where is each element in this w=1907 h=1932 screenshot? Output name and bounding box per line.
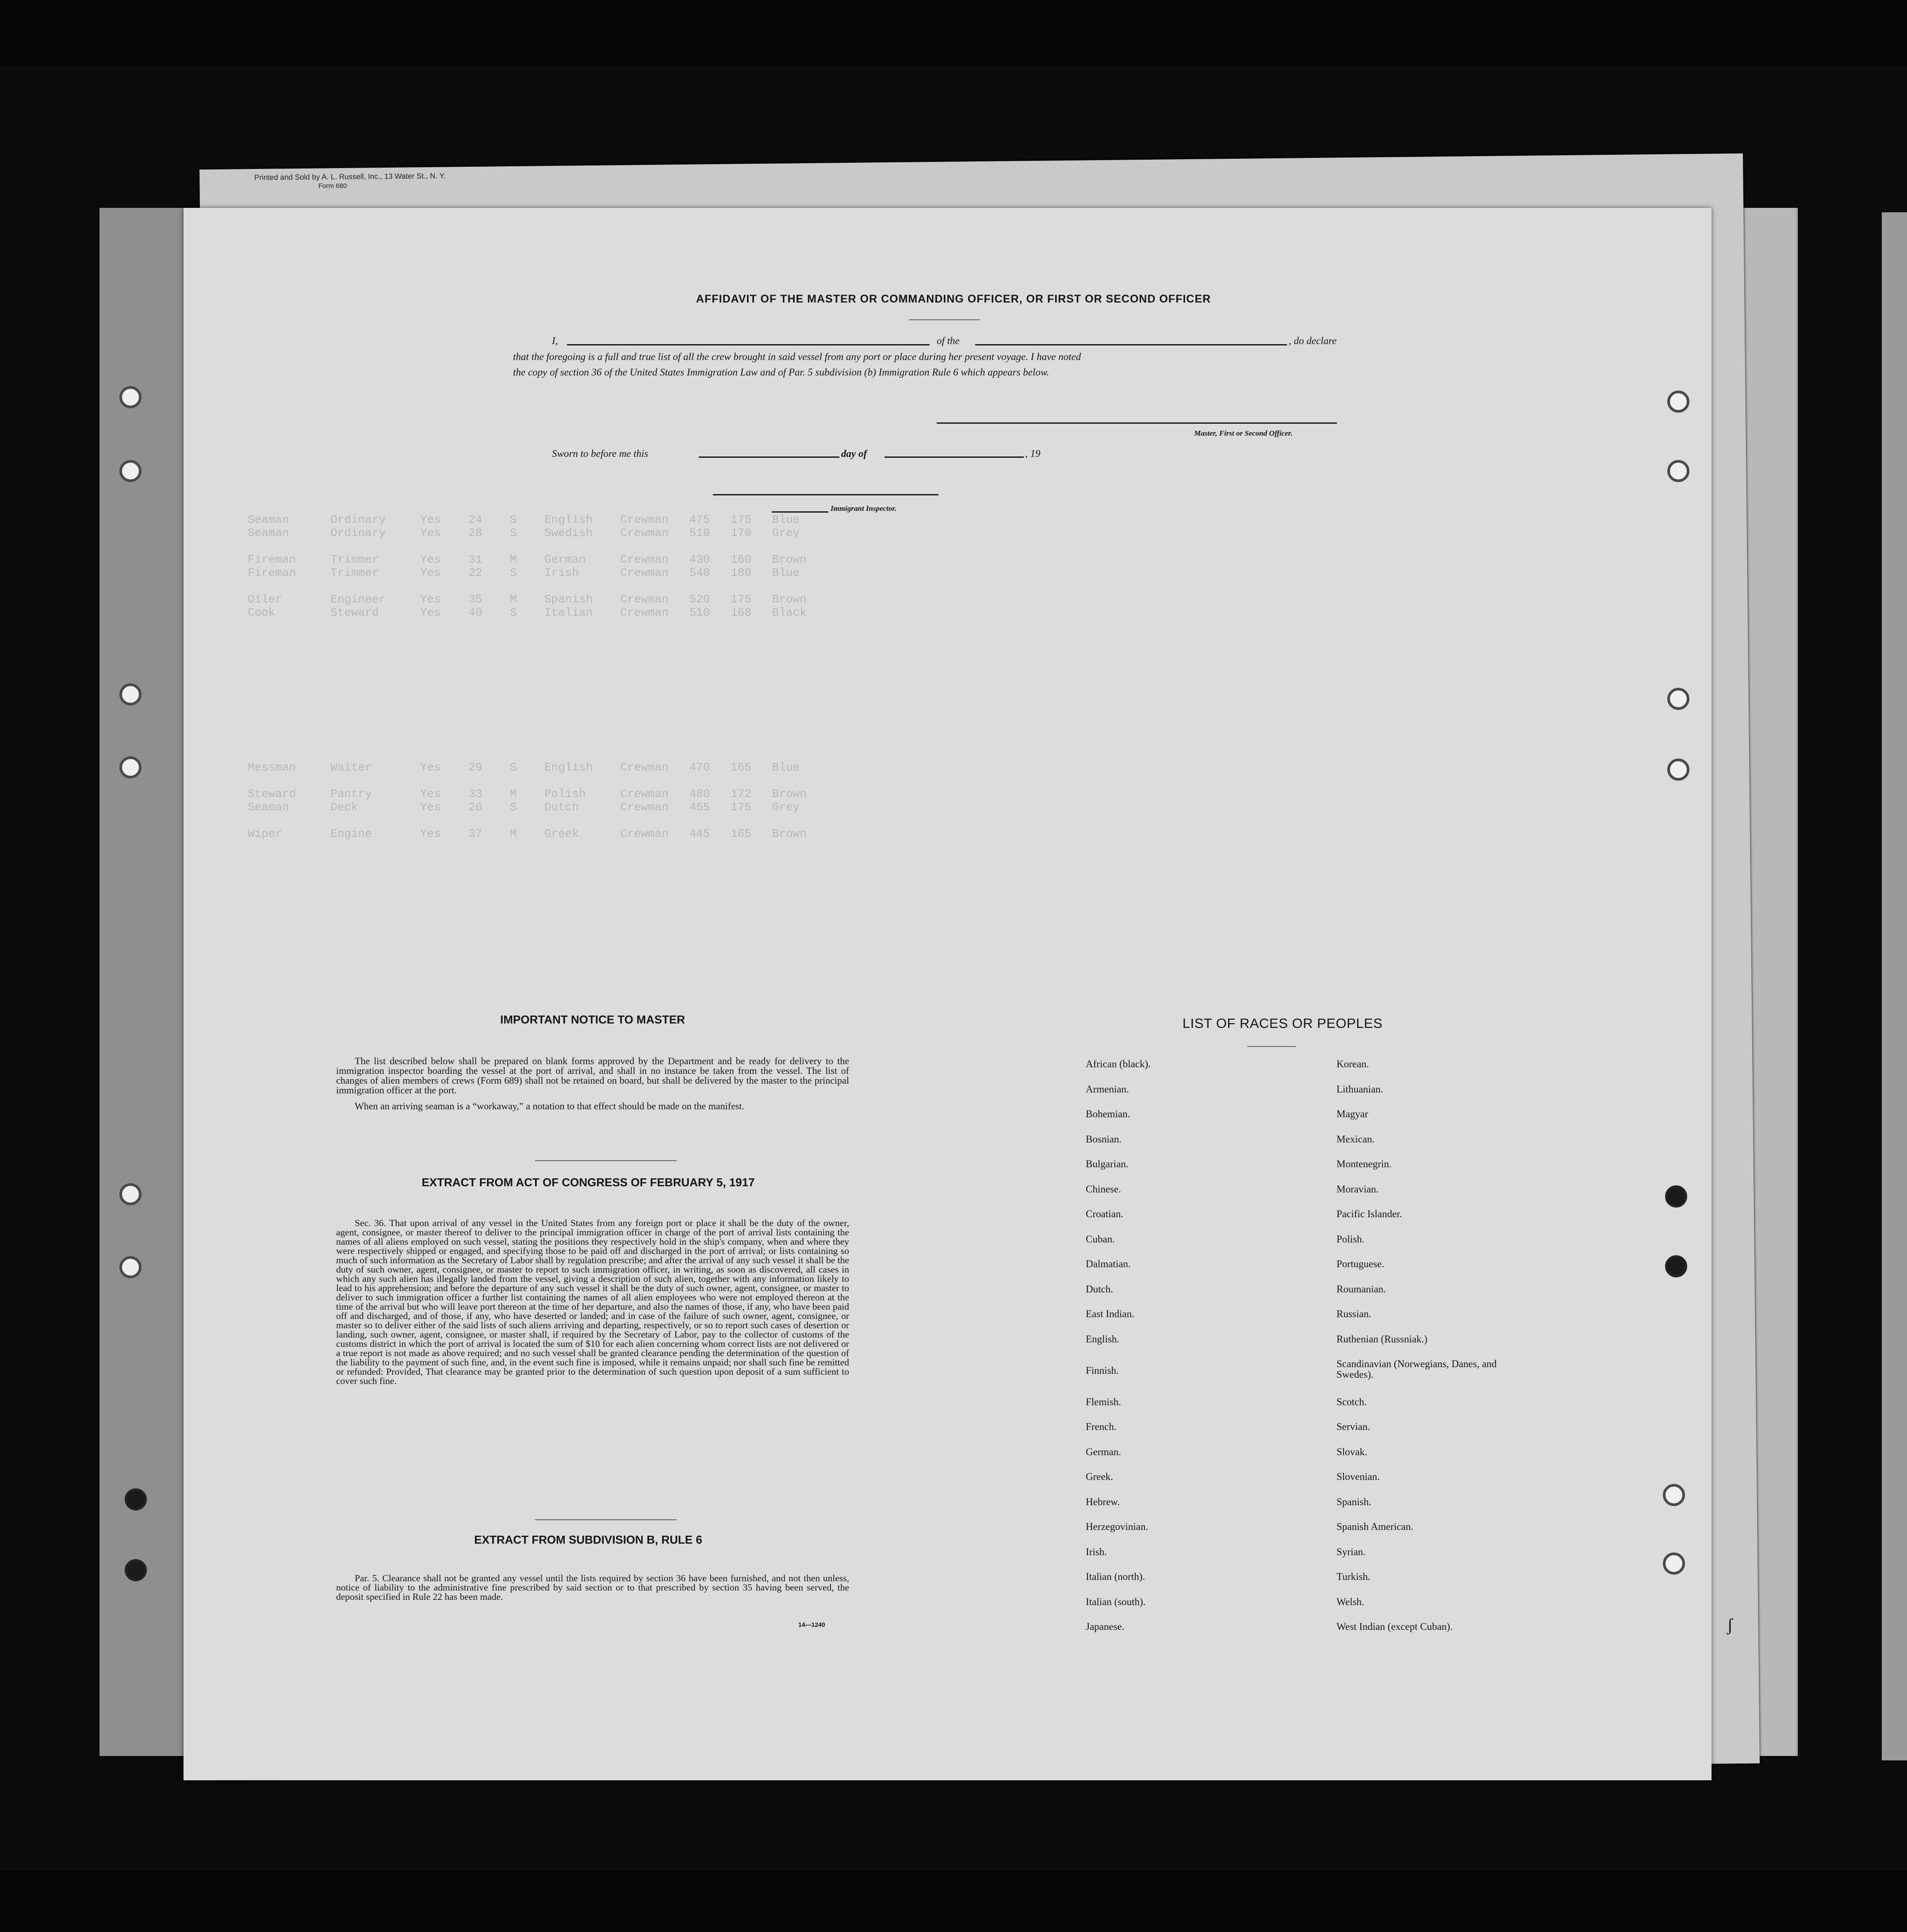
races-title-rule [1247,1046,1296,1047]
title-rule [909,319,980,320]
race-left: Herzegovinian. [1086,1521,1149,1532]
signature-label: Master, First or Second Officer. [1194,429,1293,437]
punch-hole-icon [119,1256,142,1278]
notice-paragraph: When an arriving seaman is a “workaway,” a notation to that effect should be made on the manifest. [355,1100,744,1112]
punch-hole-icon [1663,1484,1685,1506]
race-right: West Indian (except Cuban). [1336,1621,1453,1632]
race-right: Slovak. [1336,1446,1367,1457]
race-right: Ruthenian (Russniak.) [1336,1334,1428,1345]
race-left: Italian (south). [1086,1596,1146,1607]
notice-title: IMPORTANT NOTICE TO MASTER [500,1013,685,1026]
race-left: French. [1086,1421,1117,1432]
race-left: Cuban. [1086,1234,1115,1245]
race-right: Korean. [1336,1058,1369,1070]
race-right: Magyar [1336,1108,1368,1119]
punch-hole-icon [1667,391,1689,413]
race-right: Montenegrin. [1336,1158,1392,1169]
punch-hole-icon [1663,1552,1685,1575]
race-left: Greek. [1086,1471,1113,1482]
sworn-day-line [699,456,839,458]
section-rule [535,1160,677,1161]
punch-hole-icon [1665,1185,1687,1208]
race-right: Pacific Islander. [1336,1208,1402,1219]
affidavit-title: AFFIDAVIT OF THE MASTER OR COMMANDING OFFICER, OR FIRST OR SECOND OFFICER [696,293,1211,305]
adjacent-frame-edge [1882,212,1907,1760]
race-left: Bulgarian. [1086,1158,1129,1169]
punch-hole-icon [119,756,142,778]
vessel-line [975,344,1287,345]
race-right: Portuguese. [1336,1258,1384,1269]
race-left: German. [1086,1446,1121,1457]
race-right: Turkish. [1336,1571,1371,1582]
section-rule [535,1519,677,1520]
race-right: Syrian. [1336,1546,1366,1557]
show-through-text: Messman Waiter Yes 29 S English Crewman 470 165 Blue Steward Pantry Yes 33 M Polish Crewman 480 172 Brown Seaman Deck Yes 26 S Dutch Crewman 455 175 Grey Wiper Engine Yes 37 M Greek Crewman 445 165 Brown [248,761,807,840]
race-left: East Indian. [1086,1308,1134,1319]
extract1-text: Sec. 36. That upon arrival of any vessel in the United States from any foreign port or place it shall be the duty of the owner, agent, consignee, or master thereof to deliver to the principal immigration officer in charge of the port of arrival lists containing the names of all aliens employed on such vessel, stating the positions they respectively hold in the ship's company, when and where they were respectively shipped or engaged, and specifying those to be paid off and discharged in the port of arrival; or lists containing so much of such information as the Secretary of Labor shall by regulation prescribe; and after the arrival of any such vessel it shall be the duty of such owner, agent, consignee, or master to report to such immigration officer, in writing, as soon as discovered, all cases in which any such alien has illegally landed from the vessel, giving a description of such alien, together with any information likely to lead to his apprehension; and before the departure of any such vessel it shall be the duty of such owner, agent, consignee, or master to deliver to such immigration officer a further list containing the names of all alien employees who were not employed thereon at the time of the arrival but who will leave port thereon at the time of her departure, and also the names of those, if any, who have been paid off and discharged, and of those, if any, who have deserted or landed; and in case of the failure of such owner, agent, consignee, or master so to deliver either of the said lists of such aliens arriving and departing, respectively, or so to report such cases of desertion or landing, such owner, agent, consignee, or master shall, if required by the Secretary of Labor, pay to the collector of customs of the customs district in which the port of arrival is located the sum of $10 for each alien concerning whom correct lists are not delivered or a true report is not made as above required; and no such vessel shall be granted clearance pending the determination of the question of the liability to the payment of such fine, and, in the event such fine is imposed, while it remains unpaid; nor shall such fine be remitted or refunded: Provided, That clearance may be granted prior to the determination of such question upon deposit of a sum sufficient to cover such fine. [336,1218,849,1386]
notice-body [336,1056,849,1117]
punch-hole-icon [1665,1255,1687,1277]
race-right: Scotch. [1336,1396,1367,1407]
race-right: Mexican. [1336,1134,1375,1145]
race-left: Croatian. [1086,1208,1123,1219]
show-through-text: Seaman Ordinary Yes 24 S English Crewman 475 175 Blue Seaman Ordinary Yes 28 S Swedish Crewman 510 170 Grey Fireman Trimmer Yes 31 M German Crewman 430 160 Brown Fireman Trimmer Yes 22 S Irish Crewman 540 180 Blue Oiler Engineer Yes 35 M Spanish Crewman 520 175 Brown Cook Steward Yes 40 S Italian Crewman 510 168 Black [248,513,807,619]
extract1-title: EXTRACT FROM ACT OF CONGRESS OF FEBRUARY 5, 1917 [421,1176,755,1189]
race-left: Hebrew. [1086,1496,1120,1507]
race-left: Japanese. [1086,1621,1125,1632]
inspector-label: Immigrant Inspector. [831,504,897,513]
race-left: Armenian. [1086,1084,1129,1095]
race-left: Italian (north). [1086,1571,1145,1582]
race-right: Polish. [1336,1234,1365,1245]
race-left: English. [1086,1334,1120,1345]
day-of-label: day of [841,448,867,459]
race-left: African (black). [1086,1058,1151,1070]
race-left: Flemish. [1086,1396,1121,1407]
sworn-label: Sworn to before me this [552,448,648,459]
inspector-line [713,494,938,495]
sworn-month-line [885,456,1024,458]
signature-line [937,422,1337,424]
race-right: Russian. [1336,1308,1371,1319]
film-border-top [0,0,1907,66]
i-label: I, [552,335,558,346]
inspector-line-short [772,511,828,513]
punch-hole-icon [1667,759,1689,781]
punch-hole-icon [119,683,142,705]
race-left: Chinese. [1086,1184,1121,1195]
races-title: LIST OF RACES OR PEOPLES [1182,1016,1383,1031]
film-border-bottom [0,1871,1907,1932]
race-right: Lithuanian. [1336,1084,1383,1095]
printer-line: Printed and Sold by A. L. Russell, Inc., 13 Water St., N. Y. [254,172,446,182]
race-right: Spanish American. [1336,1521,1413,1532]
notice-paragraph: The list described below shall be prepared on blank forms approved by the Department and be ready for delivery to the immigration inspector boarding the vessel at the port of arrival, and shall in no instance be taken from the vessel. The list of changes of alien members of crews (Form 689) shall not be retained on board, but shall be delivered by the master to the principal immigration officer at the port. [336,1055,849,1096]
punch-hole-icon [1667,460,1689,482]
race-left: Bosnian. [1086,1134,1122,1145]
affidavit-line-2: that the foregoing is a full and true list of all the crew brought in said vessel from any port or place during her present voyage. I have noted [513,351,1081,362]
race-right: Welsh. [1336,1596,1364,1607]
race-left: Finnish. [1086,1365,1119,1376]
race-right: Slovenian. [1336,1471,1380,1482]
handwritten-mark: ʃ [1727,1615,1733,1635]
form-number: Form 680 [318,182,347,190]
race-left: Irish. [1086,1546,1107,1557]
race-right: Scandinavian (Norwegians, Danes, and Swedes). [1336,1358,1497,1380]
punch-hole-icon [119,460,142,482]
affidavit-line-3: the copy of section 36 of the United States Immigration Law and of Par. 5 subdivision (b) Immigration Rule 6 which appears below. [513,367,1049,378]
race-left: Dutch. [1086,1284,1113,1295]
page-code: 14—1240 [798,1621,825,1628]
punch-hole-icon [125,1488,147,1510]
punch-hole-icon [125,1559,147,1581]
do-declare-label: , do declare [1289,335,1337,346]
extract2-title: EXTRACT FROM SUBDIVISION B, RULE 6 [474,1533,702,1546]
race-right: Servian. [1336,1421,1371,1432]
race-left: Bohemian. [1086,1108,1130,1119]
race-right: Spanish. [1336,1496,1371,1507]
extract1-body [336,1219,849,1392]
name-line [567,344,930,345]
year-label: , 19 [1025,448,1041,459]
race-right: Roumanian. [1336,1284,1386,1295]
race-left: Dalmatian. [1086,1258,1131,1269]
race-right: Moravian. [1336,1184,1379,1195]
extract2-body [336,1574,849,1608]
back-sheet-left-edge [100,208,188,1756]
punch-hole-icon [119,1183,142,1205]
punch-hole-icon [1667,688,1689,710]
punch-hole-icon [119,386,142,408]
extract2-text: Par. 5. Clearance shall not be granted any vessel until the lists required by section 36 have been furnished, and not then unless, notice of liability to the administrative fine prescribed by said section or to that prescribed by section 35 having been served, the deposit specified in Rule 22 has been made. [336,1573,849,1602]
of-the-label: of the [937,335,960,346]
